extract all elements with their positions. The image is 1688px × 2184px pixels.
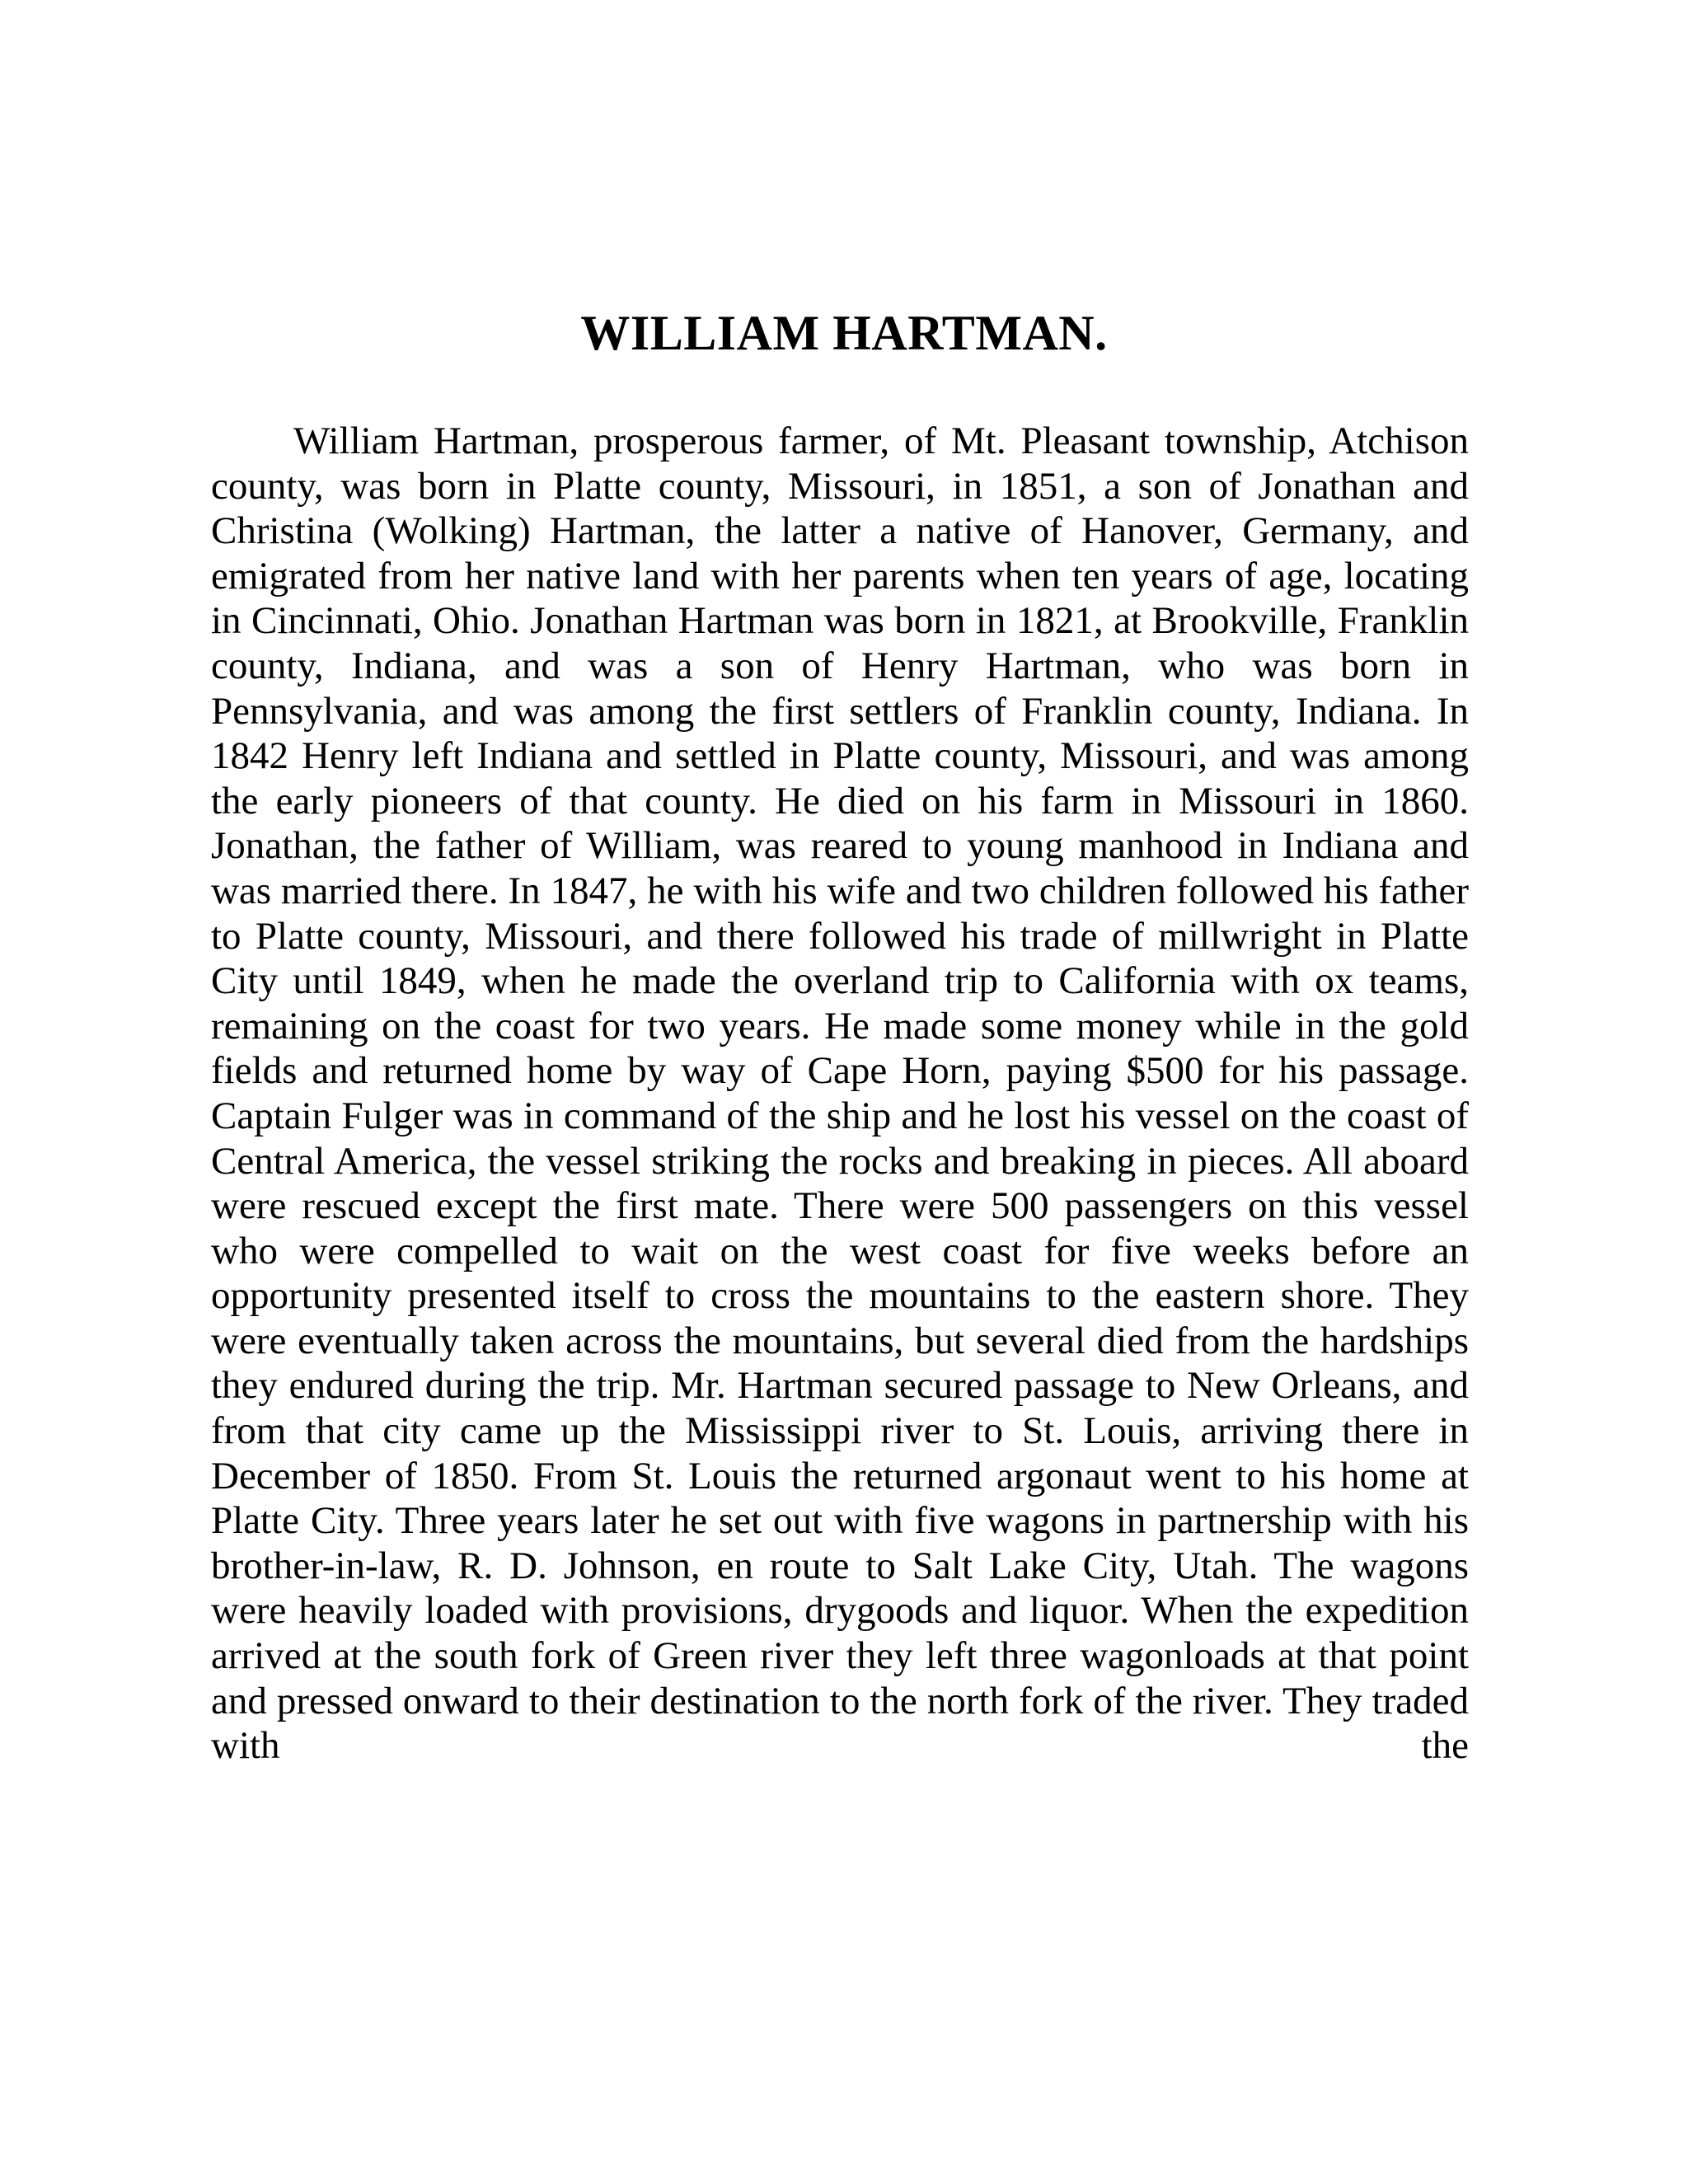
- page-title: WILLIAM HARTMAN.: [580, 306, 1108, 360]
- body-paragraph: William Hartman, prosperous farmer, of Mt. Pleasant township, Atchison county, was born in Platte county, Missouri, in 1851, a son of Jonathan and Christina (Wolking) Hartman, the latter a native of Hanover, Germany, and emigrated from her native land with her parents when ten years of age, locating in Cincinnati, Ohio. Jonathan Hartman was born in 1821, at Brookville, Franklin county, Indiana, and was a son of Henry Hartman, who was born in Pennsylvania, and was among the first settlers of Franklin county, Indiana. In 1842 Henry left Indiana and settled in Platte county, Missouri, and was among the early pioneers of that county. He died on his farm in Missouri in 1860. Jonathan, the father of William, was reared to young manhood in Indiana and was married there. In 1847, he with his wife and two children followed his father to Platte county, Missouri, and there followed his trade of millwright in Platte City until 1849, when he made the overland trip to California with ox teams, remaining on the coast for two years. He made some money while in the gold fields and returned home by way of Cape Horn, paying $500 for his passage. Captain Fulger was in command of the ship and he lost his vessel on the coast of Central America, the vessel striking the rocks and breaking in pieces. All aboard were rescued except the first mate. There were 500 passengers on this vessel who were compelled to wait on the west coast for five weeks before an opportunity presented itself to cross the mountains to the eastern shore. They were eventually taken across the mountains, but several died from the hardships they endured during the trip. Mr. Hartman secured passage to New Orleans, and from that city came up the Mississippi river to St. Louis, arriving there in December of 1850. From St. Louis the returned argonaut went to his home at Platte City. Three years later he set out with five wagons in partnership with his brother-in-law, R. D. Johnson, en route to Salt Lake City, Utah. The wagons were heavily loaded with provisions, drygoods and liquor. When the expedition arrived at the south fork of Green river they left three wagonloads at that point and pressed onward to their destination to the north fork of the river. They traded with the: [211, 419, 1469, 1768]
